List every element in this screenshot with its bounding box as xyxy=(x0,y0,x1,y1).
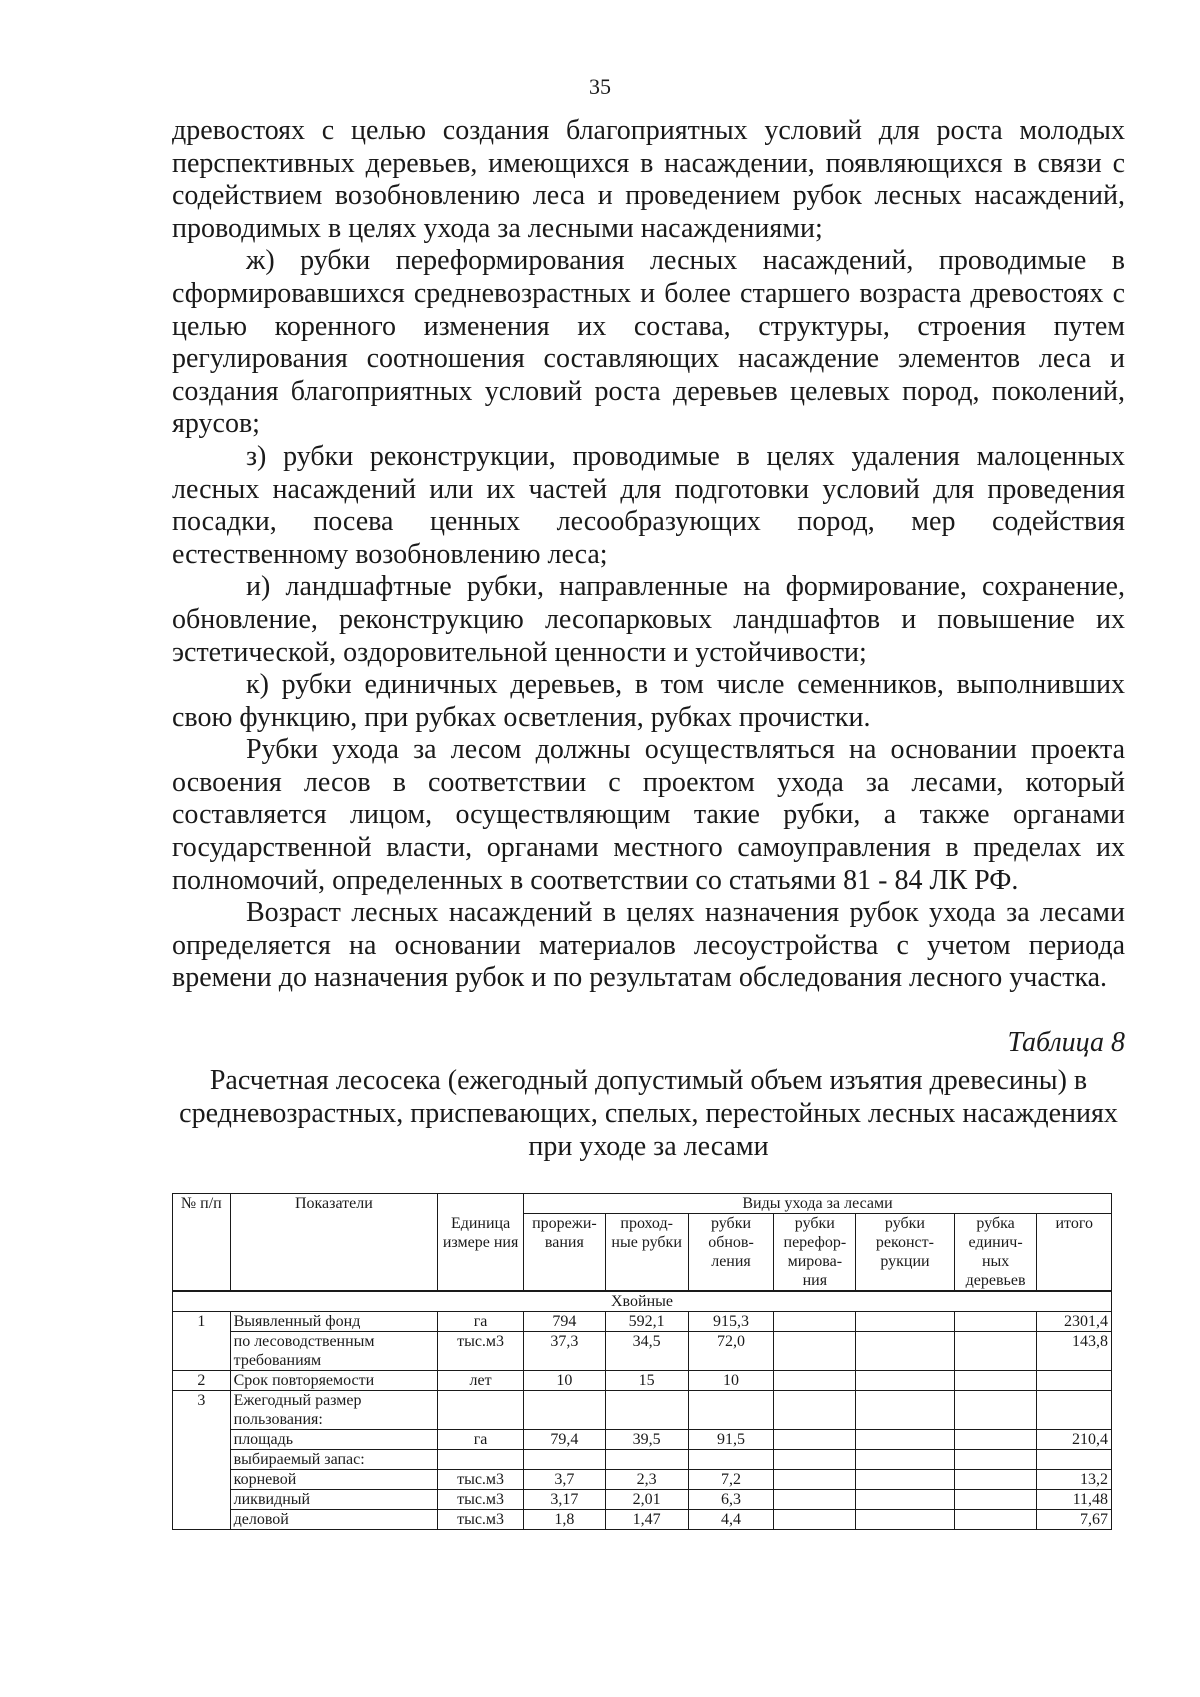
row-name-cell: площадь xyxy=(230,1430,437,1450)
table-row xyxy=(173,1450,1112,1470)
table-row xyxy=(173,1371,1112,1391)
row-unit-cell: га xyxy=(438,1312,524,1332)
row-name-cell: Выявленный фонд xyxy=(230,1312,437,1332)
value-cell xyxy=(774,1490,856,1510)
header-cell: итого xyxy=(1037,1214,1112,1291)
value-cell xyxy=(856,1332,955,1371)
header-cell: рубки перефор-мирова-ния xyxy=(774,1214,856,1291)
section-cell: Хвойные xyxy=(173,1292,1112,1312)
value-cell xyxy=(856,1490,955,1510)
value-cell xyxy=(856,1450,955,1470)
row-name-cell: по лесоводственным требованиям xyxy=(230,1332,437,1371)
value-cell xyxy=(856,1510,955,1530)
page-number: 35 xyxy=(589,74,611,99)
row-unit-cell: тыс.м3 xyxy=(438,1470,524,1490)
total-cell: 2301,4 xyxy=(1037,1312,1112,1332)
header-cell: Показатели xyxy=(230,1194,437,1291)
value-cell: 3,17 xyxy=(524,1490,606,1510)
table-row xyxy=(173,1312,1112,1332)
row-unit-cell: тыс.м3 xyxy=(438,1490,524,1510)
data-table xyxy=(172,1193,1112,1530)
header-cell: рубки реконст-рукции xyxy=(856,1214,955,1291)
row-name-cell: выбираемый запас: xyxy=(230,1450,437,1470)
value-cell xyxy=(774,1450,856,1470)
value-cell xyxy=(954,1430,1037,1450)
value-cell: 1,8 xyxy=(524,1510,606,1530)
value-cell xyxy=(856,1391,955,1430)
value-cell xyxy=(954,1510,1037,1530)
value-cell: 915,3 xyxy=(688,1312,774,1332)
header-cell: Единица измере ния xyxy=(438,1214,524,1291)
row-name-cell: корневой xyxy=(230,1470,437,1490)
paragraph: Возраст лесных насаждений в целях назначения рубок ухода за лесами определяется на основании материалов лесоустройства с учетом периода времени до назначения рубок и по результатам обследования лесного участка. xyxy=(172,897,1125,994)
table-header-row xyxy=(173,1194,1112,1214)
row-name-cell: деловой xyxy=(230,1510,437,1530)
header-cell: рубка единич-ных деревьев xyxy=(954,1214,1037,1291)
table-label: Таблица 8 xyxy=(1007,1027,1125,1058)
value-cell xyxy=(954,1470,1037,1490)
value-cell xyxy=(954,1371,1037,1391)
row-name-cell: Ежегодный размер пользования: xyxy=(230,1391,437,1430)
value-cell: 6,3 xyxy=(688,1490,774,1510)
total-cell: 13,2 xyxy=(1037,1470,1112,1490)
paragraph: к) рубки единичных деревьев, в том числе семенников, выполнивших свою функцию, при рубках осветления, рубках прочистки. xyxy=(172,669,1125,733)
value-cell: 15 xyxy=(605,1371,688,1391)
header-cell: проход-ные рубки xyxy=(605,1214,688,1291)
row-unit-cell: лет xyxy=(438,1371,524,1391)
value-cell xyxy=(774,1470,856,1490)
value-cell xyxy=(856,1470,955,1490)
value-cell: 7,2 xyxy=(688,1470,774,1490)
row-number-cell: 3 xyxy=(173,1391,231,1530)
table-title: Расчетная лесосека (ежегодный допустимый объем изъятия древесины) в средневозрастных, приспевающих, спелых, перестойных лесных насаждениях при уходе за лесами xyxy=(179,1065,1118,1162)
row-unit-cell xyxy=(438,1450,524,1470)
value-cell xyxy=(774,1391,856,1430)
value-cell xyxy=(774,1332,856,1371)
value-cell xyxy=(605,1450,688,1470)
value-cell: 39,5 xyxy=(605,1430,688,1450)
section-row xyxy=(173,1292,1112,1312)
value-cell xyxy=(954,1391,1037,1430)
total-cell xyxy=(1037,1450,1112,1470)
header-cell: прорежи-вания xyxy=(524,1214,606,1291)
paragraph: Рубки ухода за лесом должны осуществляться на основании проекта освоения лесов в соответствии с проектом ухода за лесами, который составляется лицом, осуществляющим такие рубки, а также органами государственной власти, органами местного самоуправления в пределах их полномочий, определенных в соответствии со статьями 81 - 84 ЛК РФ. xyxy=(172,734,1125,896)
row-unit-cell xyxy=(438,1391,524,1430)
value-cell: 2,3 xyxy=(605,1470,688,1490)
value-cell xyxy=(774,1430,856,1450)
paragraph: ж) рубки переформирования лесных насаждений, проводимые в сформировавшихся средневозрастных и более старшего возраста древостоях с целью коренного изменения их состава, структуры, строения путем регулирования соотношения составляющих насаждение элементов леса и создания благоприятных условий роста деревьев целевых пород, поколений, ярусов; xyxy=(172,245,1125,440)
header-cell: № п/п xyxy=(173,1194,231,1291)
row-unit-cell: тыс.м3 xyxy=(438,1510,524,1530)
value-cell xyxy=(524,1391,606,1430)
total-cell xyxy=(1037,1371,1112,1391)
value-cell xyxy=(856,1312,955,1332)
value-cell xyxy=(856,1430,955,1450)
header-group-cell: Виды ухода за лесами xyxy=(524,1194,1112,1214)
total-cell: 143,8 xyxy=(1037,1332,1112,1371)
table-row xyxy=(173,1470,1112,1490)
row-number-cell: 2 xyxy=(173,1371,231,1391)
table-row xyxy=(173,1391,1112,1430)
table-row xyxy=(173,1490,1112,1510)
value-cell: 1,47 xyxy=(605,1510,688,1530)
row-name-cell: Срок повторяемости xyxy=(230,1371,437,1391)
value-cell: 10 xyxy=(688,1371,774,1391)
total-cell: 7,67 xyxy=(1037,1510,1112,1530)
value-cell: 91,5 xyxy=(688,1430,774,1450)
total-cell: 11,48 xyxy=(1037,1490,1112,1510)
paragraph: и) ландшафтные рубки, направленные на формирование, сохранение, обновление, реконструкцию лесопарковых ландшафтов и повышение их эстетической, оздоровительной ценности и устойчивости; xyxy=(172,571,1125,668)
value-cell xyxy=(774,1510,856,1530)
value-cell xyxy=(774,1371,856,1391)
header-cell: рубки обнов-ления xyxy=(688,1214,774,1291)
paragraph: древостоях с целью создания благоприятных условий для роста молодых перспективных деревьев, имеющихся в насаждении, появляющихся в связи с содействием возобновлению леса и проведением рубок лесных насаждений, проводимых в целях ухода за лесными насаждениями; xyxy=(172,115,1125,244)
row-unit-cell: га xyxy=(438,1430,524,1450)
value-cell: 72,0 xyxy=(688,1332,774,1371)
value-cell: 794 xyxy=(524,1312,606,1332)
value-cell xyxy=(954,1450,1037,1470)
value-cell: 10 xyxy=(524,1371,606,1391)
value-cell xyxy=(605,1391,688,1430)
body-text xyxy=(172,115,1125,995)
value-cell: 4,4 xyxy=(688,1510,774,1530)
table-row xyxy=(173,1430,1112,1450)
value-cell: 34,5 xyxy=(605,1332,688,1371)
paragraph: з) рубки реконструкции, проводимые в целях удаления малоценных лесных насаждений или их частей для подготовки условий для проведения посадки, посева ценных лесообразующих пород, мер содействия естественному возобновлению леса; xyxy=(172,440,1125,570)
value-cell xyxy=(524,1450,606,1470)
value-cell: 37,3 xyxy=(524,1332,606,1371)
value-cell xyxy=(954,1490,1037,1510)
value-cell xyxy=(688,1391,774,1430)
table-row xyxy=(173,1510,1112,1530)
row-number-cell: 1 xyxy=(173,1312,231,1371)
row-name-cell: ликвидный xyxy=(230,1490,437,1510)
header-cell xyxy=(438,1194,524,1214)
table-row xyxy=(173,1332,1112,1371)
total-cell: 210,4 xyxy=(1037,1430,1112,1450)
value-cell xyxy=(688,1450,774,1470)
value-cell xyxy=(954,1312,1037,1332)
value-cell: 592,1 xyxy=(605,1312,688,1332)
value-cell xyxy=(774,1312,856,1332)
value-cell: 79,4 xyxy=(524,1430,606,1450)
total-cell xyxy=(1037,1391,1112,1430)
value-cell xyxy=(954,1332,1037,1371)
value-cell: 3,7 xyxy=(524,1470,606,1490)
row-unit-cell: тыс.м3 xyxy=(438,1332,524,1371)
value-cell: 2,01 xyxy=(605,1490,688,1510)
value-cell xyxy=(856,1371,955,1391)
